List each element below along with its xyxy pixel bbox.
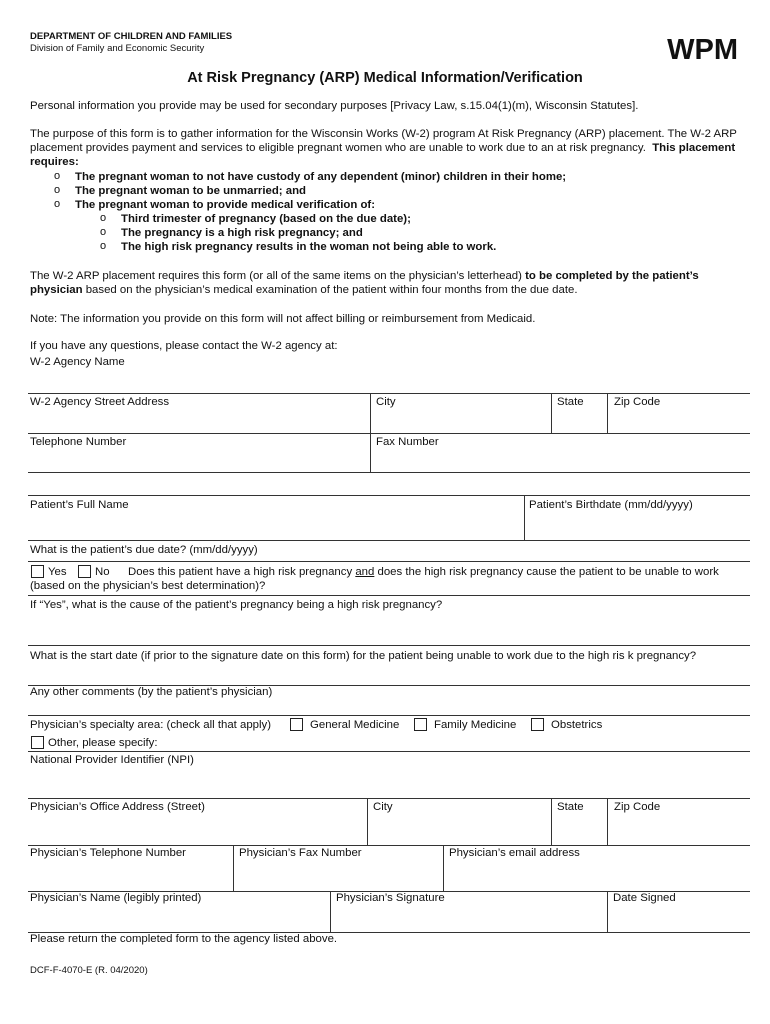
bullet-icon: o <box>100 212 107 224</box>
form-title: At Risk Pregnancy (ARP) Medical Information/Verification <box>187 70 583 86</box>
obstetrics-label: Obstetrics <box>551 719 603 731</box>
medicaid-note: Note: The information you provide on this form will not affect billing or reimbursement from Medicaid. <box>30 313 536 325</box>
divider <box>233 845 234 891</box>
office-zip-field[interactable]: Zip Code <box>614 801 661 813</box>
divider <box>28 751 750 752</box>
return-instructions: Please return the completed form to the agency listed above. <box>30 933 338 945</box>
other-specialty-field[interactable]: Other, please specify: <box>48 737 158 749</box>
divider <box>443 845 444 891</box>
family-medicine-label: Family Medicine <box>434 719 517 731</box>
divider <box>28 495 750 496</box>
divider <box>28 433 750 434</box>
physician-name-field[interactable]: Physician’s Name (legibly printed) <box>30 892 202 904</box>
division-name: Division of Family and Economic Security <box>30 43 205 54</box>
divider <box>28 595 750 596</box>
high-risk-cause-field[interactable]: If “Yes”, what is the cause of the patient’s pregnancy being a high risk pregnancy? <box>30 599 443 611</box>
divider <box>28 798 750 799</box>
patient-name-field[interactable]: Patient’s Full Name <box>30 499 129 511</box>
divider <box>28 645 750 646</box>
bullet-icon: o <box>100 240 107 252</box>
high-risk-question-a: Does this patient have a high risk pregnancy <box>128 566 353 578</box>
family-medicine-checkbox[interactable] <box>414 718 427 731</box>
comments-field[interactable]: Any other comments (by the patient’s physician) <box>30 686 273 698</box>
agency-fax-field[interactable]: Fax Number <box>376 436 439 448</box>
npi-field[interactable]: National Provider Identifier (NPI) <box>30 754 194 766</box>
divider <box>28 472 750 473</box>
physician-fax-field[interactable]: Physician’s Fax Number <box>239 847 362 859</box>
purpose-text: The purpose of this form is to gather information for the Wisconsin Works (W-2) program At Risk Pregnancy (ARP) placement. The W-2 ARP placement provides payment and services to eligible pregnant women who are unable to work due to an at risk pregnancy. <box>30 128 737 154</box>
divider <box>551 798 552 845</box>
bullet-icon: o <box>100 226 107 238</box>
high-risk-question-and: and <box>355 566 375 578</box>
agency-state-field[interactable]: State <box>557 396 584 408</box>
purpose-bold-lead: This placement requires: <box>30 142 736 168</box>
divider <box>28 845 750 846</box>
physician-email-field[interactable]: Physician’s email address <box>449 847 580 859</box>
bullet-icon: o <box>54 170 61 182</box>
obstetrics-checkbox[interactable] <box>531 718 544 731</box>
divider <box>28 393 750 394</box>
other-specialty-checkbox[interactable] <box>31 736 44 749</box>
agency-name-field[interactable]: W-2 Agency Name <box>30 356 125 368</box>
requirement-item: The pregnant woman to provide medical verification of: <box>75 199 375 211</box>
divider <box>367 798 368 845</box>
requirement-item: The pregnant woman to be unmarried; and <box>75 185 306 197</box>
agency-street-field[interactable]: W-2 Agency Street Address <box>30 396 170 408</box>
specialty-label: Physician’s specialty area: (check all that apply) <box>30 719 272 731</box>
general-medicine-checkbox[interactable] <box>290 718 303 731</box>
no-checkbox[interactable] <box>78 565 91 578</box>
divider <box>607 891 608 932</box>
no-label: No <box>95 566 110 578</box>
form-code: WPM <box>667 34 738 66</box>
placement-paragraph <box>30 269 745 297</box>
yes-label: Yes <box>48 566 67 578</box>
agency-city-field[interactable]: City <box>376 396 396 408</box>
general-medicine-label: General Medicine <box>310 719 400 731</box>
high-risk-question <box>128 566 719 578</box>
divider <box>28 561 750 562</box>
divider <box>607 798 608 845</box>
divider <box>330 891 331 932</box>
high-risk-question-b: does the high risk pregnancy cause the patient to be unable to work <box>377 566 719 578</box>
high-risk-question-c: (based on the physician’s best determination)? <box>30 580 266 592</box>
patient-birthdate-field[interactable]: Patient’s Birthdate (mm/dd/yyyy) <box>529 499 693 511</box>
form-id: DCF-F-4070-E (R. 04/2020) <box>30 965 148 976</box>
agency-zip-field[interactable]: Zip Code <box>614 396 661 408</box>
divider <box>28 540 750 541</box>
placement-text-a: The W-2 ARP placement requires this form (or all of the same items on the physician’s letterhead) <box>30 270 522 282</box>
divider <box>607 393 608 434</box>
privacy-notice: Personal information you provide may be used for secondary purposes [Privacy Law, s.15.04(1)(m), Wisconsin Statutes]. <box>30 100 639 112</box>
due-date-field[interactable]: What is the patient’s due date? (mm/dd/yyyy) <box>30 544 258 556</box>
divider <box>28 715 750 716</box>
sub-requirement-item: Third trimester of pregnancy (based on the due date); <box>121 213 411 225</box>
divider <box>524 495 525 540</box>
department-name: DEPARTMENT OF CHILDREN AND FAMILIES <box>30 31 233 42</box>
yes-checkbox[interactable] <box>31 565 44 578</box>
office-address-field[interactable]: Physician’s Office Address (Street) <box>30 801 205 813</box>
requirement-item: The pregnant woman to not have custody of any dependent (minor) children in their home; <box>75 171 567 183</box>
physician-phone-field[interactable]: Physician’s Telephone Number <box>30 847 186 859</box>
purpose-paragraph <box>30 127 745 169</box>
office-state-field[interactable]: State <box>557 801 584 813</box>
office-city-field[interactable]: City <box>373 801 393 813</box>
physician-signature-field[interactable]: Physician’s Signature <box>336 892 445 904</box>
placement-text-b: based on the physician’s medical examination of the patient within four months from the due date. <box>85 284 578 296</box>
placement-bold: to be completed by the patient’s physician <box>30 270 699 296</box>
sub-requirement-item: The high risk pregnancy results in the woman not being able to work. <box>121 241 497 253</box>
bullet-icon: o <box>54 184 61 196</box>
sub-requirement-item: The pregnancy is a high risk pregnancy; and <box>121 227 363 239</box>
start-date-field[interactable]: What is the start date (if prior to the signature date on this form) for the patient being unable to work due to the high ris k pregnancy? <box>30 650 697 662</box>
contact-instructions: If you have any questions, please contact the W-2 agency at: <box>30 340 338 352</box>
bullet-icon: o <box>54 198 61 210</box>
divider <box>551 393 552 434</box>
agency-phone-field[interactable]: Telephone Number <box>30 436 127 448</box>
date-signed-field[interactable]: Date Signed <box>613 892 676 904</box>
